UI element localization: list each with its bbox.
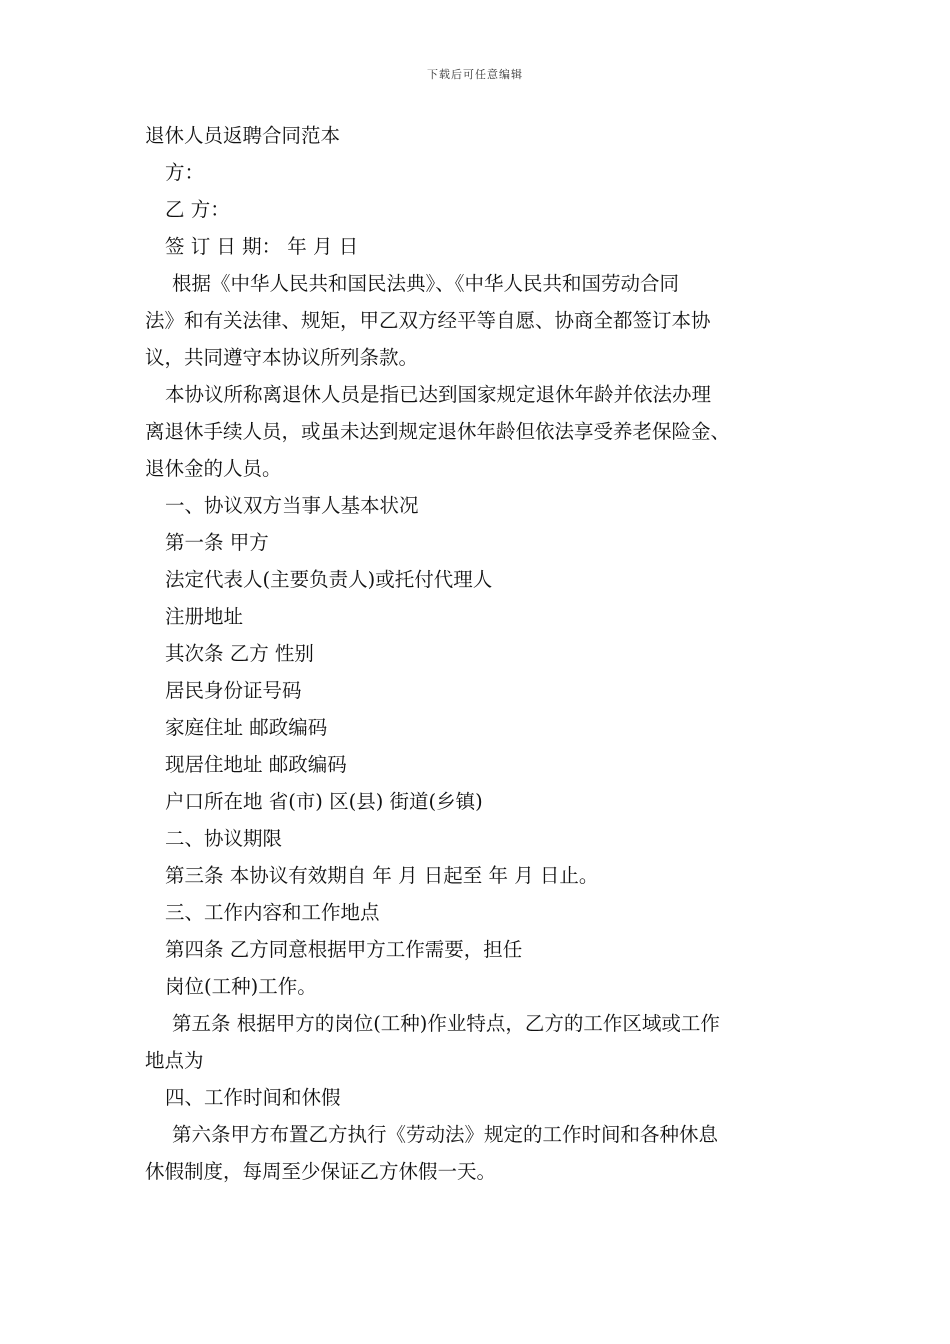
- section-3-heading: 三、工作内容和工作地点: [165, 901, 380, 924]
- section-1-item: 家庭住址 邮政编码: [165, 716, 328, 739]
- section-1-item: 现居住地址 邮政编码: [165, 753, 347, 776]
- section-1-item: 法定代表人(主要负责人)或托付代理人: [165, 568, 493, 591]
- article-6-line-2: 休假制度，每周至少保证乙方休假一天。: [145, 1160, 497, 1183]
- article-6-line-1: 第六条甲方布置乙方执行《劳动法》规定的工作时间和各种休息: [172, 1123, 719, 1146]
- article-5-line-1: 第五条 根据甲方的岗位(工种)作业特点，乙方的工作区域或工作: [172, 1012, 720, 1035]
- party-b-line: 乙 方：: [165, 198, 230, 221]
- section-4-heading: 四、工作时间和休假: [165, 1086, 341, 1109]
- section-1-item: 注册地址: [165, 605, 244, 628]
- document-title: 退休人员返聘合同范本: [145, 124, 341, 147]
- definition-line-2: 离退休手续人员，或虽未达到规定退休年龄但依法享受养老保险金、: [145, 420, 731, 443]
- page-header: 下载后可任意编辑: [427, 68, 523, 81]
- sign-date-line: 签 订 日 期： 年 月 日: [165, 235, 359, 258]
- intro-line-3: 议，共同遵守本协议所列条款。: [145, 346, 419, 369]
- article-4-line-1: 第四条 乙方同意根据甲方工作需要，担任: [165, 938, 523, 961]
- definition-line-1: 本协议所称离退休人员是指已达到国家规定退休年龄并依法办理: [165, 383, 712, 406]
- section-2-heading: 二、协议期限: [165, 827, 283, 850]
- intro-line-1: 根据《中华人民共和国民法典》、《中华人民共和国劳动合同: [172, 272, 680, 295]
- section-1-item: 第一条 甲方: [165, 531, 269, 554]
- definition-line-3: 退休金的人员。: [145, 457, 282, 480]
- section-1-item: 居民身份证号码: [165, 679, 302, 702]
- section-1-heading: 一、协议双方当事人基本状况: [165, 494, 419, 517]
- document-body: [145, 117, 845, 1190]
- intro-line-2: 法》和有关法律、规矩，甲乙双方经平等自愿、协商全都签订本协: [145, 309, 711, 332]
- section-1-item: 其次条 乙方 性别: [165, 642, 314, 665]
- section-1-item: 户口所在地 省(市) 区(县) 街道(乡镇): [165, 790, 483, 813]
- party-a-line: 方：: [165, 161, 205, 184]
- section-2-item: 第三条 本协议有效期自 年 月 日起至 年 月 日止。: [165, 864, 599, 887]
- article-5-line-2: 地点为: [145, 1049, 204, 1072]
- article-4-line-2: 岗位(工种)工作。: [165, 975, 317, 998]
